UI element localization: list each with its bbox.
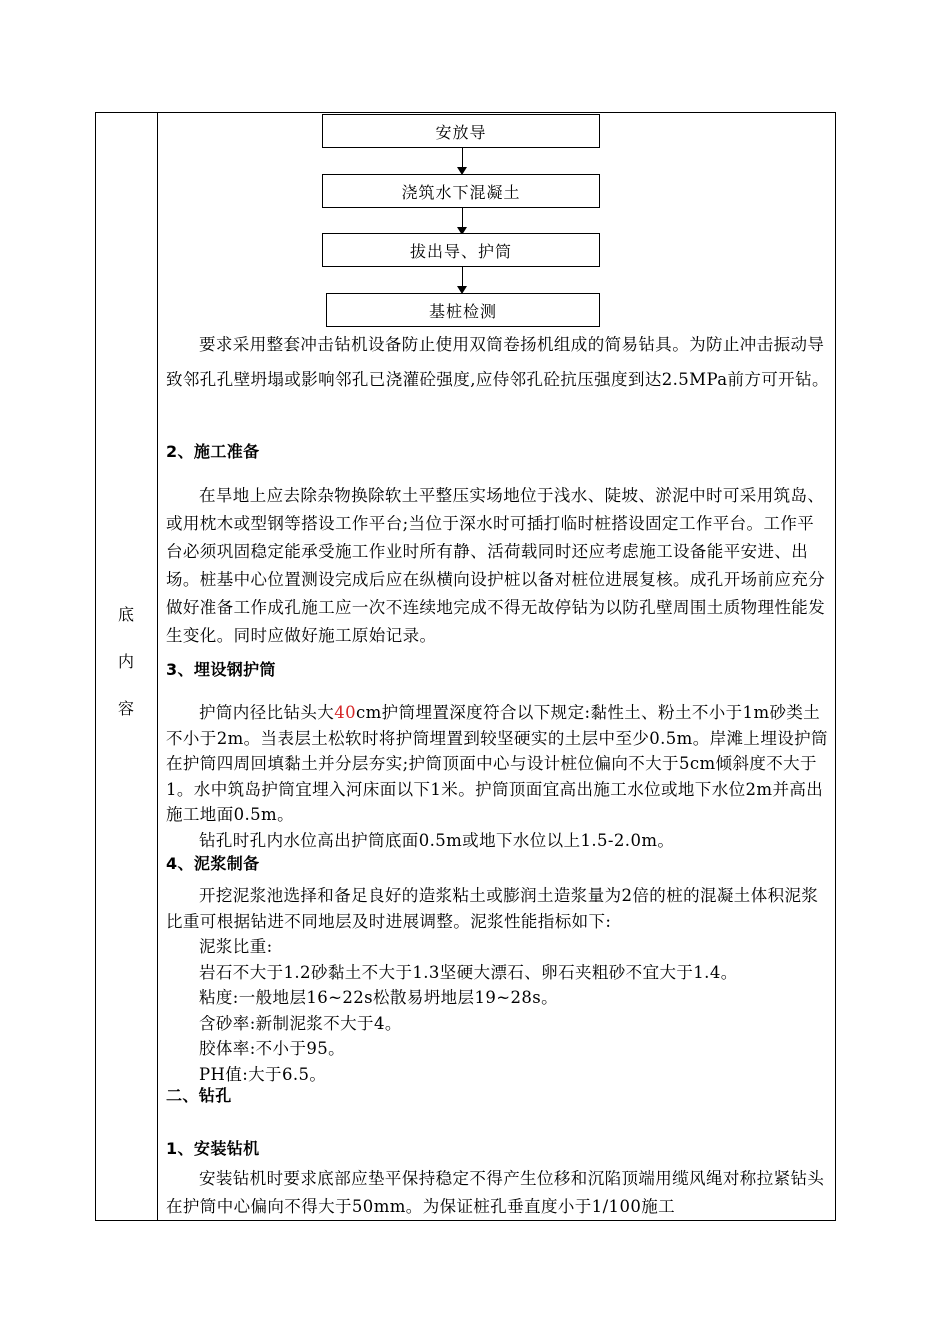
mud-block [166, 883, 830, 1087]
mud-item: 含砂率:新制泥浆不大于4。 [199, 1013, 402, 1033]
flow-step-pour-concrete: 浇筑水下混凝土 [322, 174, 600, 208]
prep-paragraph: 在旱地上应去除杂物换除软土平整压实场地位于浅水、陡坡、淤泥中时可采用筑岛、或用枕木或型钢等搭设工作平台;当位于深水时可插打临时桩搭设固定工作平台。工作平台必须巩固稳定能承受施工作业时所有静、活荷载同时还应考虑施工设备能平安进、出场。桩基中心位置测设完成后应在纵横向设护桩以备对桩位进展复核。成孔开场前应充分做好准备工作成孔施工应一次不连续地完成不得无故停钻为以防孔壁周围土质物理性能发生变化。同时应做好施工原始记录。 [166, 486, 826, 645]
casing-highlight-value: 40 [334, 703, 356, 722]
flow-connector [462, 208, 463, 228]
heading-prep: 2、施工准备 [166, 442, 260, 461]
intro-block [166, 327, 830, 397]
heading-drill: 二、钻孔 [166, 1086, 232, 1105]
casing-paragraph [166, 700, 830, 828]
section-prep [166, 438, 830, 466]
section-mud [166, 850, 830, 878]
heading-mud: 4、泥浆制备 [166, 854, 260, 873]
mud-item: 泥浆比重: [199, 937, 273, 956]
flow-step-pile-test: 基桩检测 [326, 293, 600, 327]
install-block [166, 1165, 830, 1221]
side-label-char: 内 [117, 652, 134, 671]
mud-item: 粘度:一般地层16~22s松散易坍地层19~28s。 [199, 988, 559, 1007]
intro-paragraph: 要求采用整套冲击钻机设备防止使用双筒卷扬机组成的简易钻具。为防止冲击振动导致邻孔孔壁坍塌或影响邻孔已浇灌砼强度,应侍邻孔砼抗压强度到达2.5MPa前方可开钻。 [166, 335, 829, 389]
flow-step-place-conduit: 安放导 [322, 114, 600, 148]
mud-item: 胶体率:不小于95。 [199, 1039, 346, 1058]
flow-connector [462, 148, 463, 168]
casing-text-pre: 护筒内径比钻头大 [199, 703, 335, 722]
casing-text-post: cm护筒埋置深度符合以下规定:黏性土、粉土不小于1m砂类土不小于2m。当表层土松软时将护筒埋置到较坚硬实的土层中至少0.5m。岸滩上埋设护筒在护筒四周回填黏土并分层夯实;护筒顶面中心与设计桩位偏向不大于5cm倾斜度不大于1。水中筑岛护筒宜埋入河床面以下1米。护筒顶面宜高出施工水位或地下水位2m并高出施工地面0.5m。 [166, 703, 828, 824]
mud-item: PH值:大于6.5。 [199, 1064, 327, 1084]
mud-item: 岩石不大于1.2砂黏土不大于1.3坚硬大漂石、卵石夹粗砂不宜大于1.4。 [199, 962, 738, 982]
mud-paragraph: 开挖泥浆池选择和备足良好的造浆粘土或膨润土造浆量为2倍的桩的混凝土体积泥浆比重可根据钻进不同地层及时进展调整。泥浆性能指标如下: [166, 886, 819, 931]
flow-connector [462, 267, 463, 287]
heading-install: 1、安装钻机 [166, 1139, 260, 1158]
side-label [113, 605, 139, 746]
section-install [166, 1135, 830, 1163]
column-divider [157, 112, 158, 1221]
side-label-char: 底 [117, 605, 134, 624]
install-paragraph: 安装钻机时要求底部应垫平保持稳定不得产生位移和沉陷顶端用缆风绳对称拉紧钻头在护筒中心偏向不得大于50mm。为保证桩孔垂直度小于1/100施工 [166, 1169, 825, 1216]
side-label-char: 容 [117, 699, 134, 718]
flow-step-pull-casing: 拔出导、护筒 [322, 233, 600, 267]
heading-casing: 3、埋设钢护筒 [166, 660, 276, 679]
casing-paragraph-2: 钻孔时孔内水位高出护筒底面0.5m或地下水位以上1.5-2.0m。 [199, 830, 675, 850]
prep-block [166, 482, 830, 650]
section-casing [166, 656, 830, 684]
section-drill [166, 1082, 830, 1110]
casing-block [166, 700, 830, 853]
